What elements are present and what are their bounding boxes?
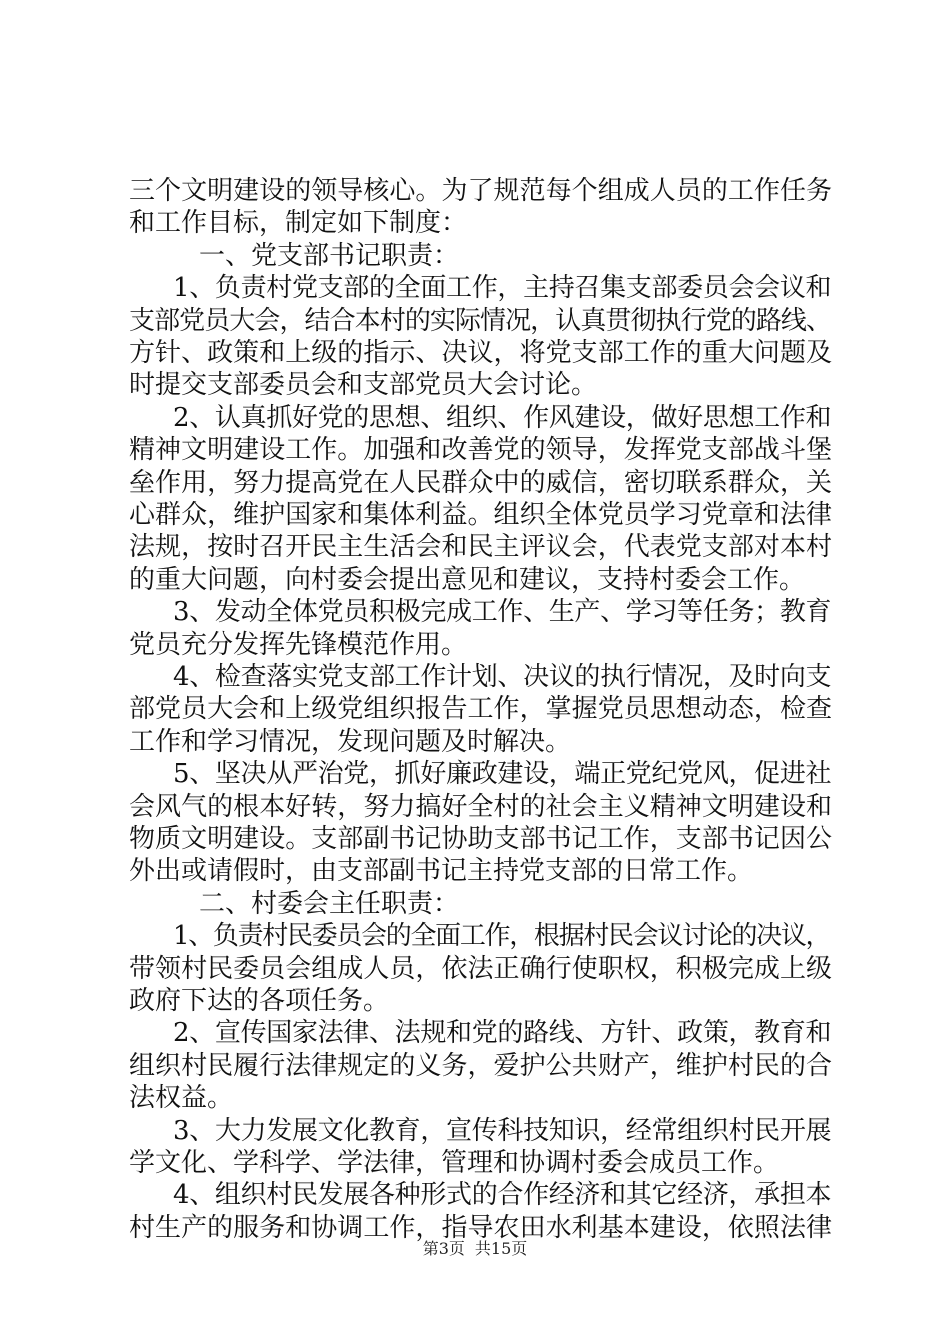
text-line: 1、负责村党支部的全面工作，主持召集支部委员会会议和 bbox=[173, 273, 832, 304]
text-line: 物质文明建设。支部副书记协助支部书记工作，支部书记因公 bbox=[129, 824, 833, 854]
text-line: 心群众，维护国家和集体利益。组织全体党员学习党章和法律 bbox=[129, 500, 833, 530]
text-line: 1、负责村民委员会的全面工作，根据村民会议讨论的决议， bbox=[173, 921, 831, 952]
text-line: 时提交支部委员会和支部党员大会讨论。 bbox=[129, 370, 598, 401]
text-line: 部党员大会和上级党组织报告工作，掌握党员思想动态，检查 bbox=[129, 694, 833, 725]
text-line: 法权益。 bbox=[129, 1083, 234, 1114]
text-line: 会风气的根本好转，努力搞好全村的社会主义精神文明建设和 bbox=[129, 791, 833, 822]
text-line: 法规，按时召开民主生活会和民主评议会，代表党支部对本村 bbox=[129, 532, 833, 563]
text-line: 外出或请假时，由支部副书记主持党支部的日常工作。 bbox=[129, 856, 754, 887]
text-line: 3、发动全体党员积极完成工作、生产、学习等任务；教育 bbox=[173, 597, 832, 628]
text-line: 4、组织村民发展各种形式的合作经济和其它经济，承担本 bbox=[173, 1180, 832, 1211]
page-total: 共15页 bbox=[474, 1239, 528, 1258]
text-line: 带领村民委员会组成人员，依法正确行使职权，积极完成上级 bbox=[129, 953, 833, 984]
section-heading: 二、村委会主任职责： bbox=[199, 888, 460, 919]
text-line: 2、宣传国家法律、法规和党的路线、方针、政策，教育和 bbox=[173, 1018, 832, 1049]
text-line: 2、认真抓好党的思想、组织、作风建设，做好思想工作和 bbox=[173, 402, 832, 433]
text-line: 政府下达的各项任务。 bbox=[129, 986, 390, 1016]
text-line: 三个文明建设的领导核心。为了规范每个组成人员的工作任务 bbox=[129, 176, 833, 206]
page-footer bbox=[0, 1238, 950, 1260]
text-line: 工作和学习情况，发现问题及时解决。 bbox=[129, 726, 572, 757]
text-line: 垒作用，努力提高党在人民群众中的威信，密切联系群众，关 bbox=[129, 467, 833, 498]
section-heading: 一、党支部书记职责： bbox=[199, 240, 460, 271]
text-line: 5、坚决从严治党，抓好廉政建设，端正党纪党风，促进社 bbox=[173, 759, 832, 790]
text-line: 和工作目标，制定如下制度： bbox=[129, 208, 468, 239]
text-line: 支部党员大会，结合本村的实际情况，认真贯彻执行党的路线、 bbox=[129, 305, 832, 336]
text-line: 3、大力发展文化教育，宣传科技知识，经常组织村民开展 bbox=[173, 1115, 832, 1146]
text-line: 村生产的服务和协调工作，指导农田水利基本建设，依照法律 bbox=[129, 1212, 833, 1243]
text-line: 组织村民履行法律规定的义务，爱护公共财产，维护村民的合 bbox=[129, 1050, 833, 1081]
text-line: 党员充分发挥先锋模范作用。 bbox=[129, 629, 468, 660]
text-line: 精神文明建设工作。加强和改善党的领导，发挥党支部战斗堡 bbox=[129, 435, 833, 466]
text-line: 方针、政策和上级的指示、决议，将党支部工作的重大问题及 bbox=[129, 338, 833, 368]
text-line: 4、检查落实党支部工作计划、决议的执行情况，及时向支 bbox=[173, 662, 832, 692]
text-line: 学文化、学科学、学法律，管理和协调村委会成员工作。 bbox=[129, 1148, 780, 1178]
page-number: 第3页 bbox=[422, 1239, 465, 1258]
text-line: 的重大问题，向村委会提出意见和建议，支持村委会工作。 bbox=[129, 564, 806, 595]
